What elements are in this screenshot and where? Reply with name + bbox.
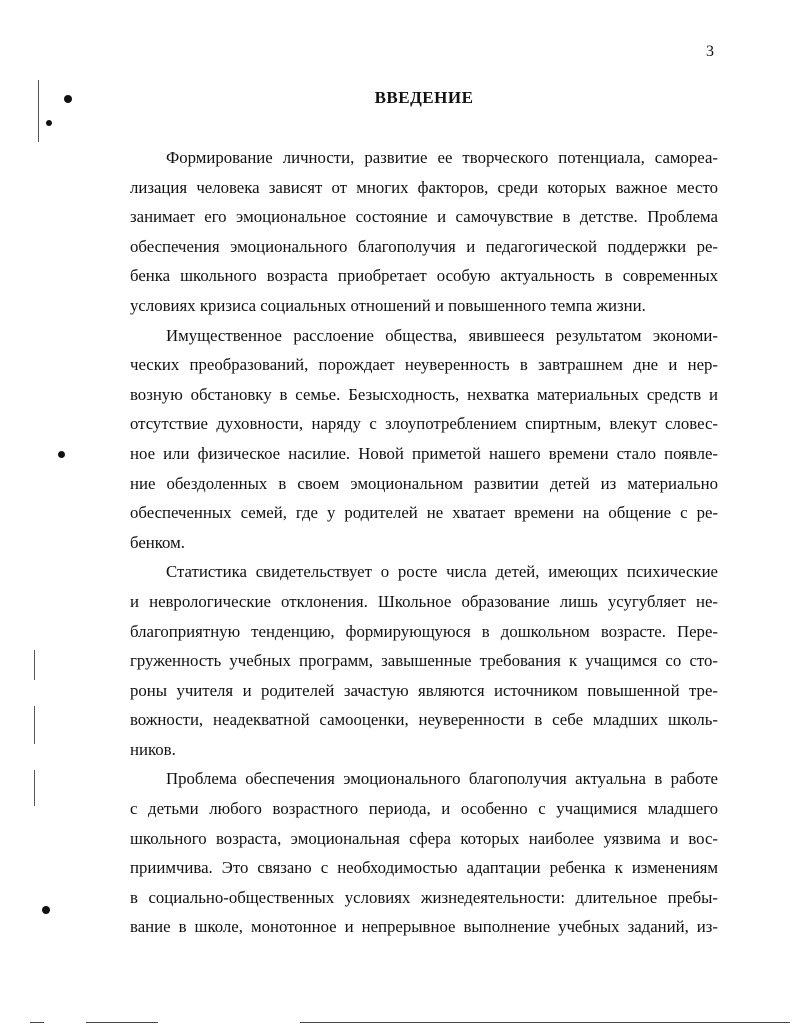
- text-line: роны учителя и родителей зачастую являются источником повышенной тре-: [130, 680, 718, 700]
- margin-rule: [34, 770, 35, 806]
- text-line: бенка школьного возраста приобретает особую актуальность в современных: [130, 266, 718, 286]
- text-line: Проблема обеспечения эмоционального благополучия актуальна в работе: [166, 769, 718, 789]
- text-line: с детьми любого возрастного периода, и особенно с учащимися младшего: [130, 799, 718, 819]
- text-line: ное или физическое насилие. Новой приметой нашего времени стало появле-: [130, 443, 718, 463]
- text-line: школьного возраста, эмоциональная сфера которых наиболее уязвима и вос-: [130, 828, 718, 848]
- text-line: груженность учебных программ, завышенные требования к учащимся со сто-: [130, 651, 718, 671]
- text-line: вожности, неадекватной самооценки, неуверенности в себе младших школь-: [130, 710, 718, 730]
- text-line: ников.: [130, 739, 176, 759]
- text-line: обеспечения эмоционального благополучия и педагогической поддержки ре-: [130, 236, 718, 256]
- text-line: ние обездоленных в своем эмоциональном развитии детей из материально: [130, 473, 718, 493]
- text-line: Имущественное расслоение общества, явившееся результатом экономи-: [166, 325, 718, 345]
- text-line: и неврологические отклонения. Школьное образование лишь усугубляет не-: [130, 591, 718, 611]
- scan-dot: [58, 451, 65, 458]
- page-title: [0, 88, 798, 108]
- body-text: [130, 143, 718, 942]
- text-line: Формирование личности, развитие ее творческого потенциала, самореа-: [166, 148, 718, 167]
- page-number: 3: [706, 43, 714, 60]
- text-line: Статистика свидетельствует о росте числа детей, имеющих психические: [166, 562, 718, 582]
- text-line: занимает его эмоциональное состояние и самочувствие в детстве. Проблема: [130, 207, 718, 227]
- margin-rule: [34, 706, 35, 744]
- text-line: возную обстановку в семье. Безысходность, нехватка материальных средств и: [130, 384, 718, 404]
- text-line: условиях кризиса социальных отношений и повышенного темпа жизни.: [130, 295, 646, 315]
- margin-rule: [34, 650, 35, 680]
- scan-dot: [42, 906, 50, 914]
- page-title-text: ВВЕДЕНИЕ: [374, 88, 474, 107]
- text-line: в социально-общественных условиях жизнедеятельности: длительное пребы-: [130, 887, 718, 907]
- text-line: вание в школе, монотонное и непрерывное выполнение учебных заданий, из-: [130, 917, 718, 937]
- text-line: ческих преобразований, порождает неуверенность в завтрашнем дне и нер-: [130, 355, 718, 375]
- text-line: бенком.: [130, 532, 185, 552]
- text-line: приимчива. Это связано с необходимостью адаптации ребенка к изменениям: [130, 858, 718, 878]
- text-line: благоприятную тенденцию, формирующуюся в дошкольном возрасте. Пере-: [130, 621, 718, 641]
- scan-dot: [46, 120, 52, 126]
- text-line: обеспеченных семей, где у родителей не хватает времени на общение с ре-: [130, 503, 718, 523]
- text-line: лизация человека зависят от многих факторов, среди которых важное место: [130, 177, 718, 197]
- text-line: отсутствие духовности, наряду с злоупотреблением спиртным, влекут словес-: [130, 414, 718, 434]
- bottom-rule: [30, 1022, 44, 1023]
- bottom-rule: [300, 1022, 790, 1023]
- bottom-rule: [86, 1022, 158, 1023]
